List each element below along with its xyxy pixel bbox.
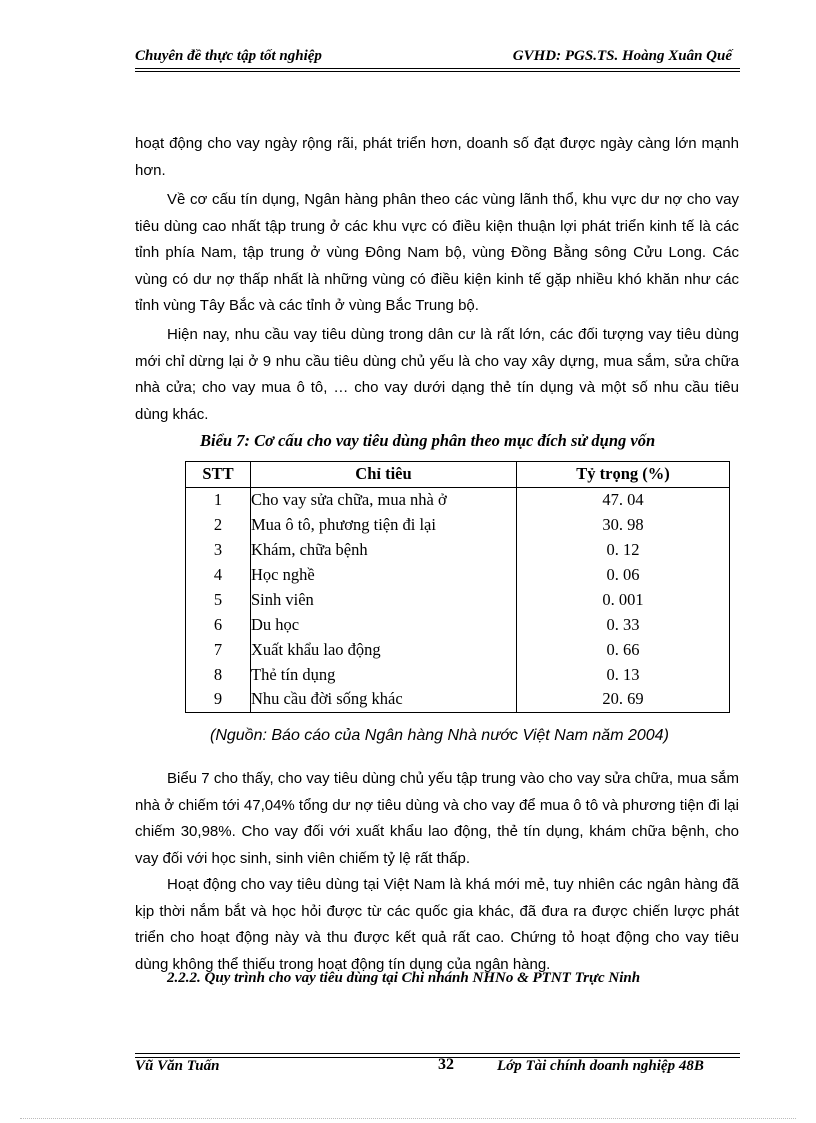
row-name: Nhu cầu đời sống khác — [251, 687, 517, 712]
row-stt: 1 — [186, 487, 251, 512]
header-divider — [135, 71, 740, 72]
row-value: 30. 98 — [517, 513, 730, 538]
row-stt: 3 — [186, 538, 251, 563]
row-stt: 5 — [186, 587, 251, 612]
row-value: 20. 69 — [517, 687, 730, 712]
row-value: 0. 06 — [517, 563, 730, 588]
row-value: 0. 13 — [517, 662, 730, 687]
table-row — [186, 587, 730, 612]
row-value: 47. 04 — [517, 487, 730, 512]
section-heading: 2.2.2. Quy trình cho vay tiêu dùng tại Chi nhánh NHNo & PTNT Trực Ninh — [167, 970, 641, 986]
paragraph-3: Hiện nay, nhu cầu vay tiêu dùng trong dân cư là rất lớn, các đối tượng vay tiêu dùng mới chỉ dừng lại ở 9 nhu cầu tiêu dùng chủ yếu là cho vay xây dựng, mua sắm, sửa chữa nhà cửa; cho vay mua ô tô, … cho vay dưới dạng thẻ tín dụng và một số nhu cầu tiêu dùng khác. — [135, 326, 739, 423]
row-value: 0. 33 — [517, 612, 730, 637]
row-name: Thẻ tín dụng — [251, 662, 517, 687]
table-row — [186, 687, 730, 712]
loan-structure-table — [185, 461, 730, 713]
table-row — [186, 662, 730, 687]
col-header-name: Chỉ tiêu — [251, 462, 517, 488]
table-source: (Nguồn: Báo cáo của Ngân hàng Nhà nước Việt Nam năm 2004) — [210, 727, 669, 744]
row-name: Mua ô tô, phương tiện đi lại — [251, 513, 517, 538]
footer-author: Vũ Văn Tuấn — [135, 1058, 220, 1074]
table-row — [186, 487, 730, 512]
row-value: 0. 12 — [517, 538, 730, 563]
paragraph-4: Biểu 7 cho thấy, cho vay tiêu dùng chủ yếu tập trung vào cho vay sửa chữa, mua sắm nhà ở chiếm tới 47,04% tổng dư nợ tiêu dùng và cho vay để mua ô tô và phương tiện đi lại chiếm 30,98%. Cho vay đối với xuất khẩu lao động, thẻ tín dụng, khám chữa bệnh, cho vay đối với học sinh, sinh viên chiếm tỷ lệ rất thấp. — [135, 770, 739, 867]
row-name: Học nghề — [251, 563, 517, 588]
row-name: Xuất khẩu lao động — [251, 637, 517, 662]
row-name: Khám, chữa bệnh — [251, 538, 517, 563]
footer-class: Lớp Tài chính doanh nghiệp 48B — [497, 1058, 704, 1074]
header-left: Chuyên đề thực tập tốt nghiệp — [135, 48, 322, 64]
row-value: 0. 001 — [517, 587, 730, 612]
col-header-stt: STT — [186, 462, 251, 488]
table-row — [186, 637, 730, 662]
paragraph-5: Hoạt động cho vay tiêu dùng tại Việt Nam là khá mới mẻ, tuy nhiên các ngân hàng đã kịp thời nắm bắt và học hỏi được từ các quốc gia khác, đã đưa ra được chiến lược phát triển cho hoạt động này và thu được kết quả rất cao. Chứng tỏ hoạt động cho vay tiêu dùng không thể thiếu trong hoạt động tín dụng của ngân hàng. — [135, 876, 739, 973]
row-stt: 9 — [186, 687, 251, 712]
row-name: Du học — [251, 612, 517, 637]
table-caption: Biểu 7: Cơ cấu cho vay tiêu dùng phân theo mục đích sử dụng vốn — [200, 431, 656, 450]
paragraph-2: Về cơ cấu tín dụng, Ngân hàng phân theo các vùng lãnh thổ, khu vực dư nợ cho vay tiêu dùng cao nhất tập trung ở các khu vực có điều kiện thuận lợi phát triển kinh tế là các tỉnh phía Nam, tập trung ở vùng Đông Nam bộ, vùng Đồng Bằng sông Cửu Long. Các vùng có dư nợ thấp nhất là những vùng có điều kiện kinh tế gặp nhiều khó khăn như các tỉnh vùng Tây Bắc và các tỉnh ở vùng Bắc Trung bộ. — [135, 191, 739, 314]
col-header-share: Tỷ trọng (%) — [517, 462, 730, 488]
page-bottom-dotted-line — [20, 1118, 796, 1119]
row-stt: 4 — [186, 563, 251, 588]
table-row — [186, 612, 730, 637]
header-right: GVHD: PGS.TS. Hoàng Xuân Quế — [512, 48, 732, 64]
row-stt: 7 — [186, 637, 251, 662]
row-stt: 8 — [186, 662, 251, 687]
table-header-row — [186, 462, 730, 488]
footer-divider — [135, 1053, 740, 1054]
table-row — [186, 513, 730, 538]
page-number: 32 — [438, 1056, 454, 1073]
row-name: Cho vay sửa chữa, mua nhà ở — [251, 487, 517, 512]
row-name: Sinh viên — [251, 587, 517, 612]
paragraph-1: hoạt động cho vay ngày rộng rãi, phát triển hơn, doanh số đạt được ngày càng lớn mạnh hơn. — [135, 135, 739, 179]
row-stt: 6 — [186, 612, 251, 637]
page-header — [135, 46, 740, 69]
row-value: 0. 66 — [517, 637, 730, 662]
table-row — [186, 538, 730, 563]
table-row — [186, 563, 730, 588]
row-stt: 2 — [186, 513, 251, 538]
